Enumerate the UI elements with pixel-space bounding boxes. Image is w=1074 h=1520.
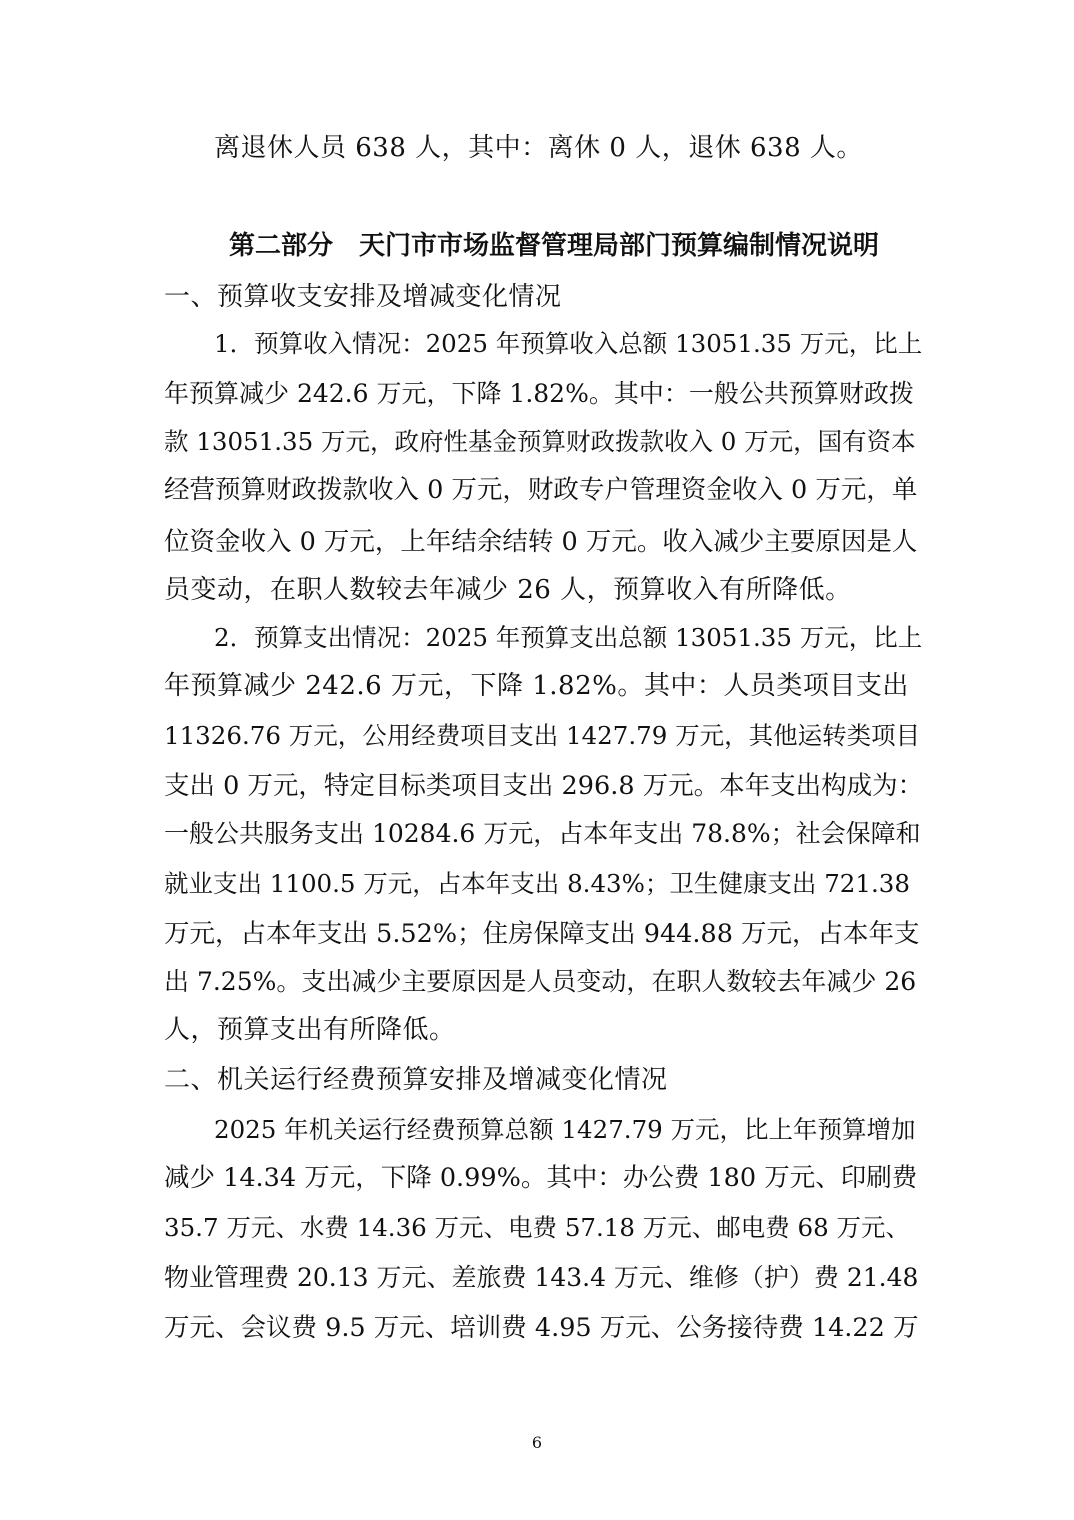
section1-heading: 一、预算收支安排及增减变化情况 — [164, 282, 562, 312]
paragraph-line: 1．预算收入情况：2025 年预算收入总额 13051.35 万元，比上 — [214, 329, 923, 358]
section2-heading: 二、机关运行经费预算安排及增减变化情况 — [164, 1065, 668, 1095]
paragraph-line: 出 7.25%。支出减少主要原因是人员变动，在职人数较去年减少 26 — [164, 967, 917, 996]
paragraph-line: 员变动，在职人数较去年减少 26 人，预算收入有所降低。 — [164, 575, 852, 605]
paragraph-line: 万元，占本年支出 5.52%；住房保障支出 944.88 万元，占本年支 — [164, 919, 920, 949]
paragraph-line: 物业管理费 20.13 万元、差旅费 143.4 万元、维修（护）费 21.48 — [164, 1263, 919, 1292]
paragraph-line: 位资金收入 0 万元，上年结余结转 0 万元。收入减少主要原因是人 — [164, 527, 918, 557]
retiree-summary-line: 离退休人员 638 人，其中：离休 0 人，退休 638 人。 — [214, 133, 863, 163]
paragraph-line: 万元、会议费 9.5 万元、培训费 4.95 万元、公务接待费 14.22 万 — [164, 1313, 919, 1343]
paragraph-line: 年预算减少 242.6 万元，下降 1.82%。其中：人员类项目支出 — [164, 671, 909, 701]
paragraph-line: 经营预算财政拨款收入 0 万元，财政专户管理资金收入 0 万元，单 — [164, 475, 918, 505]
paragraph-line: 款 13051.35 万元，政府性基金预算财政拨款收入 0 万元，国有资本 — [164, 427, 916, 456]
paragraph-line: 35.7 万元、水费 14.36 万元、电费 57.18 万元、邮电费 68 万元、 — [164, 1213, 911, 1242]
page-number: 6 — [531, 1433, 543, 1452]
paragraph-line: 就业支出 1100.5 万元，占本年支出 8.43%；卫生健康支出 721.38 — [164, 869, 910, 898]
paragraph-line: 2．预算支出情况：2025 年预算支出总额 13051.35 万元，比上 — [214, 623, 923, 652]
paragraph-line: 一般公共服务支出 10284.6 万元，占本年支出 78.8%；社会保障和 — [164, 819, 921, 848]
paragraph-line: 人，预算支出有所降低。 — [164, 1015, 456, 1045]
paragraph-line: 年预算减少 242.6 万元，下降 1.82%。其中：一般公共预算财政拨 — [164, 379, 914, 408]
paragraph-line: 支出 0 万元，特定目标类项目支出 296.8 万元。本年支出构成为： — [164, 771, 924, 801]
paragraph-line: 11326.76 万元，公用经费项目支出 1427.79 万元，其他运转类项目 — [164, 721, 921, 750]
paragraph-line: 减少 14.34 万元，下降 0.99%。其中：办公费 180 万元、印刷费 — [164, 1163, 918, 1193]
paragraph-line: 2025 年机关运行经费预算总额 1427.79 万元，比上年预算增加 — [214, 1115, 916, 1144]
part-title: 第二部分 天门市市场监督管理局部门预算编制情况说明 — [228, 231, 879, 261]
